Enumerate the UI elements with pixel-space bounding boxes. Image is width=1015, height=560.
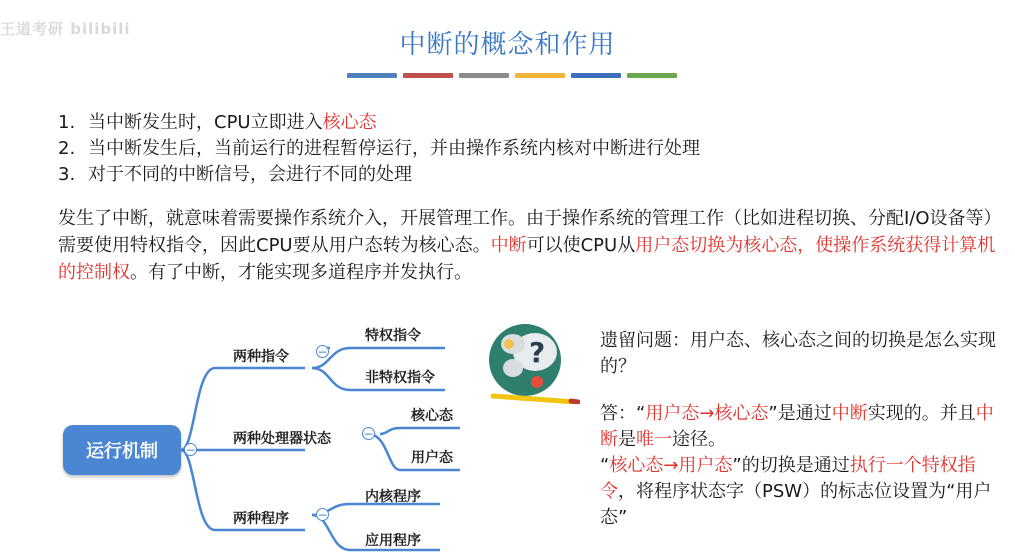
mindmap-leaf[interactable]: 内核程序 [365,489,421,505]
collapse-icon[interactable]: − [363,427,374,441]
deco-segment [627,73,677,78]
mindmap-branch[interactable]: 两种指令 [233,349,289,365]
mindmap-leaf[interactable]: 特权指令 [365,328,421,344]
thinking-head-question-icon [485,322,580,404]
page-title: 中断的概念和作用 [399,30,616,60]
list-item: 2. 当中断发生后，当前运行的进程暂停运行，并由操作系统内核对中断进行处理 [58,138,700,159]
list-item: 3. 对于不同的中断信号，会进行不同的处理 [58,164,412,185]
mindmap-leaf[interactable]: 用户态 [411,450,453,466]
title-decoration-bar [347,73,677,78]
mindmap-root[interactable]: 运行机制 [63,425,181,475]
mindmap-leaf[interactable]: 核心态 [411,408,453,424]
collapse-icon[interactable]: − [317,345,328,359]
interrupt-points-list [58,110,700,188]
answer-text: 答：“用户态→核心态”是通过中断实现的。并且中断是唯一途径。 “核心态→用户态”的切换是通过执行一个特权指令，将程序状态字（PSW）的标志位设置为“用户态” [600,403,994,528]
svg-text:?: ? [529,336,546,369]
deco-segment [515,73,565,78]
mindmap-branch[interactable]: 两种处理器状态 [233,431,331,447]
mindmap-leaf[interactable]: 应用程序 [365,533,421,549]
deco-segment [403,73,453,78]
deco-segment [459,73,509,78]
watermark: 王道考研 bilibili [0,20,131,38]
collapse-icon[interactable]: − [317,508,328,522]
deco-segment [347,73,397,78]
list-item: 1. 当中断发生时，CPU立即进入核心态 [58,112,377,133]
explanation-paragraph: 发生了中断，就意味着需要操作系统介入，开展管理工作。由于操作系统的管理工作（比如进程切换、分配I/O设备等）需要使用特权指令，因此CPU要从用户态转为核心态。中断可以使CPU从用户态切换为核心态，使操作系统获得计算机的控制权。有了中断，才能实现多道程序并发执行。 [58,208,996,283]
deco-segment [571,73,621,78]
collapse-icon[interactable]: − [185,443,196,457]
mindmap-branch[interactable]: 两种程序 [233,511,289,527]
pending-question: 遗留问题：用户态、核心态之间的切换是怎么实现的？ [600,330,996,377]
mindmap-leaf[interactable]: 非特权指令 [365,370,435,386]
